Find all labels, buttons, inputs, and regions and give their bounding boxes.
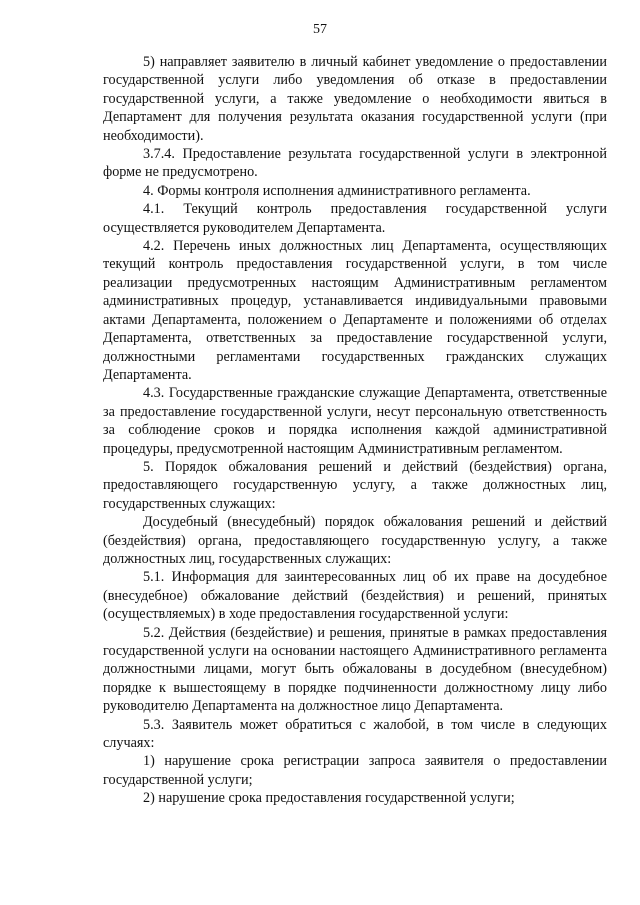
paragraph-4-1: 4.1. Текущий контроль предоставления государственной услуги осуществляется руководителем Департамента. <box>103 201 607 236</box>
list-item-2: 2) нарушение срока предоставления государственной услуги; <box>143 790 515 807</box>
paragraph-5-2: 5.2. Действия (бездействие) и решения, принятые в рамках предоставления государственной услуги на основании настоящего Административного регламента должностными лицами, могут быть обжалованы в досудебном (внесудебном) порядке к вышестоящему в порядке подчиненности должностному лицу либо руководителю Департамента на должностное лицо Департамента. <box>103 624 607 715</box>
paragraph-5-3: 5.3. Заявитель может обратиться с жалобой, в том числе в следующих случаях: <box>103 716 607 752</box>
paragraph-4-3: 4.3. Государственные гражданские служащие Департамента, ответственные за предоставление государственной услуги, несут персональную ответственность за соблюдение сроков и порядка исполнения каждой административной процедуры, предусмотренной настоящим Административным регламентом. <box>103 385 607 457</box>
section-heading-5: 5. Порядок обжалования решений и действий (бездействия) органа, предоставляющего государственную услугу, а также должностных лиц, государственных служащих: <box>103 458 607 512</box>
document-body <box>103 53 607 808</box>
paragraph-pretrial-appeal: Досудебный (внесудебный) порядок обжалования решений и действий (бездействия) органа, предоставляющего государственную услугу, а также должностных лиц, государственных служащих: <box>103 514 607 567</box>
paragraph-3-7-4: 3.7.4. Предоставление результата государственной услуги в электронной форме не предусмотрено. <box>103 146 607 181</box>
paragraph-4-2: 4.2. Перечень иных должностных лиц Департамента, осуществляющих текущий контроль предоставления государственной услуги, в том числе реализации предусмотренных настоящим Административным регламентом административных процедур, устанавливается индивидуальными правовыми актами Департамента, положением о Департаменте и положениями об отделах Департамента, ответственных за предоставление государственной услуги, должностными регламентами государственных гражданских служащих Департамента. <box>103 238 607 383</box>
section-heading-4: 4. Формы контроля исполнения административного регламента. <box>143 182 531 199</box>
paragraph-5-1: 5.1. Информация для заинтересованных лиц об их праве на досудебное (внесудебное) обжалование действий (бездействия) и решений, принятых (осуществляемых) в ходе предоставления государственной услуги: <box>103 569 607 623</box>
page-number: 57 <box>313 22 327 37</box>
list-item-1: 1) нарушение срока регистрации запроса заявителя о предоставлении государственной услуги; <box>103 753 607 788</box>
paragraph-item-5: 5) направляет заявителю в личный кабинет уведомление о предоставлении государственной услуги либо уведомления об отказе в предоставлении государственной услуги, а также уведомление о необходимости явиться в Департамент для получения результата оказания государственной услуги (при необходимости). <box>103 54 607 144</box>
